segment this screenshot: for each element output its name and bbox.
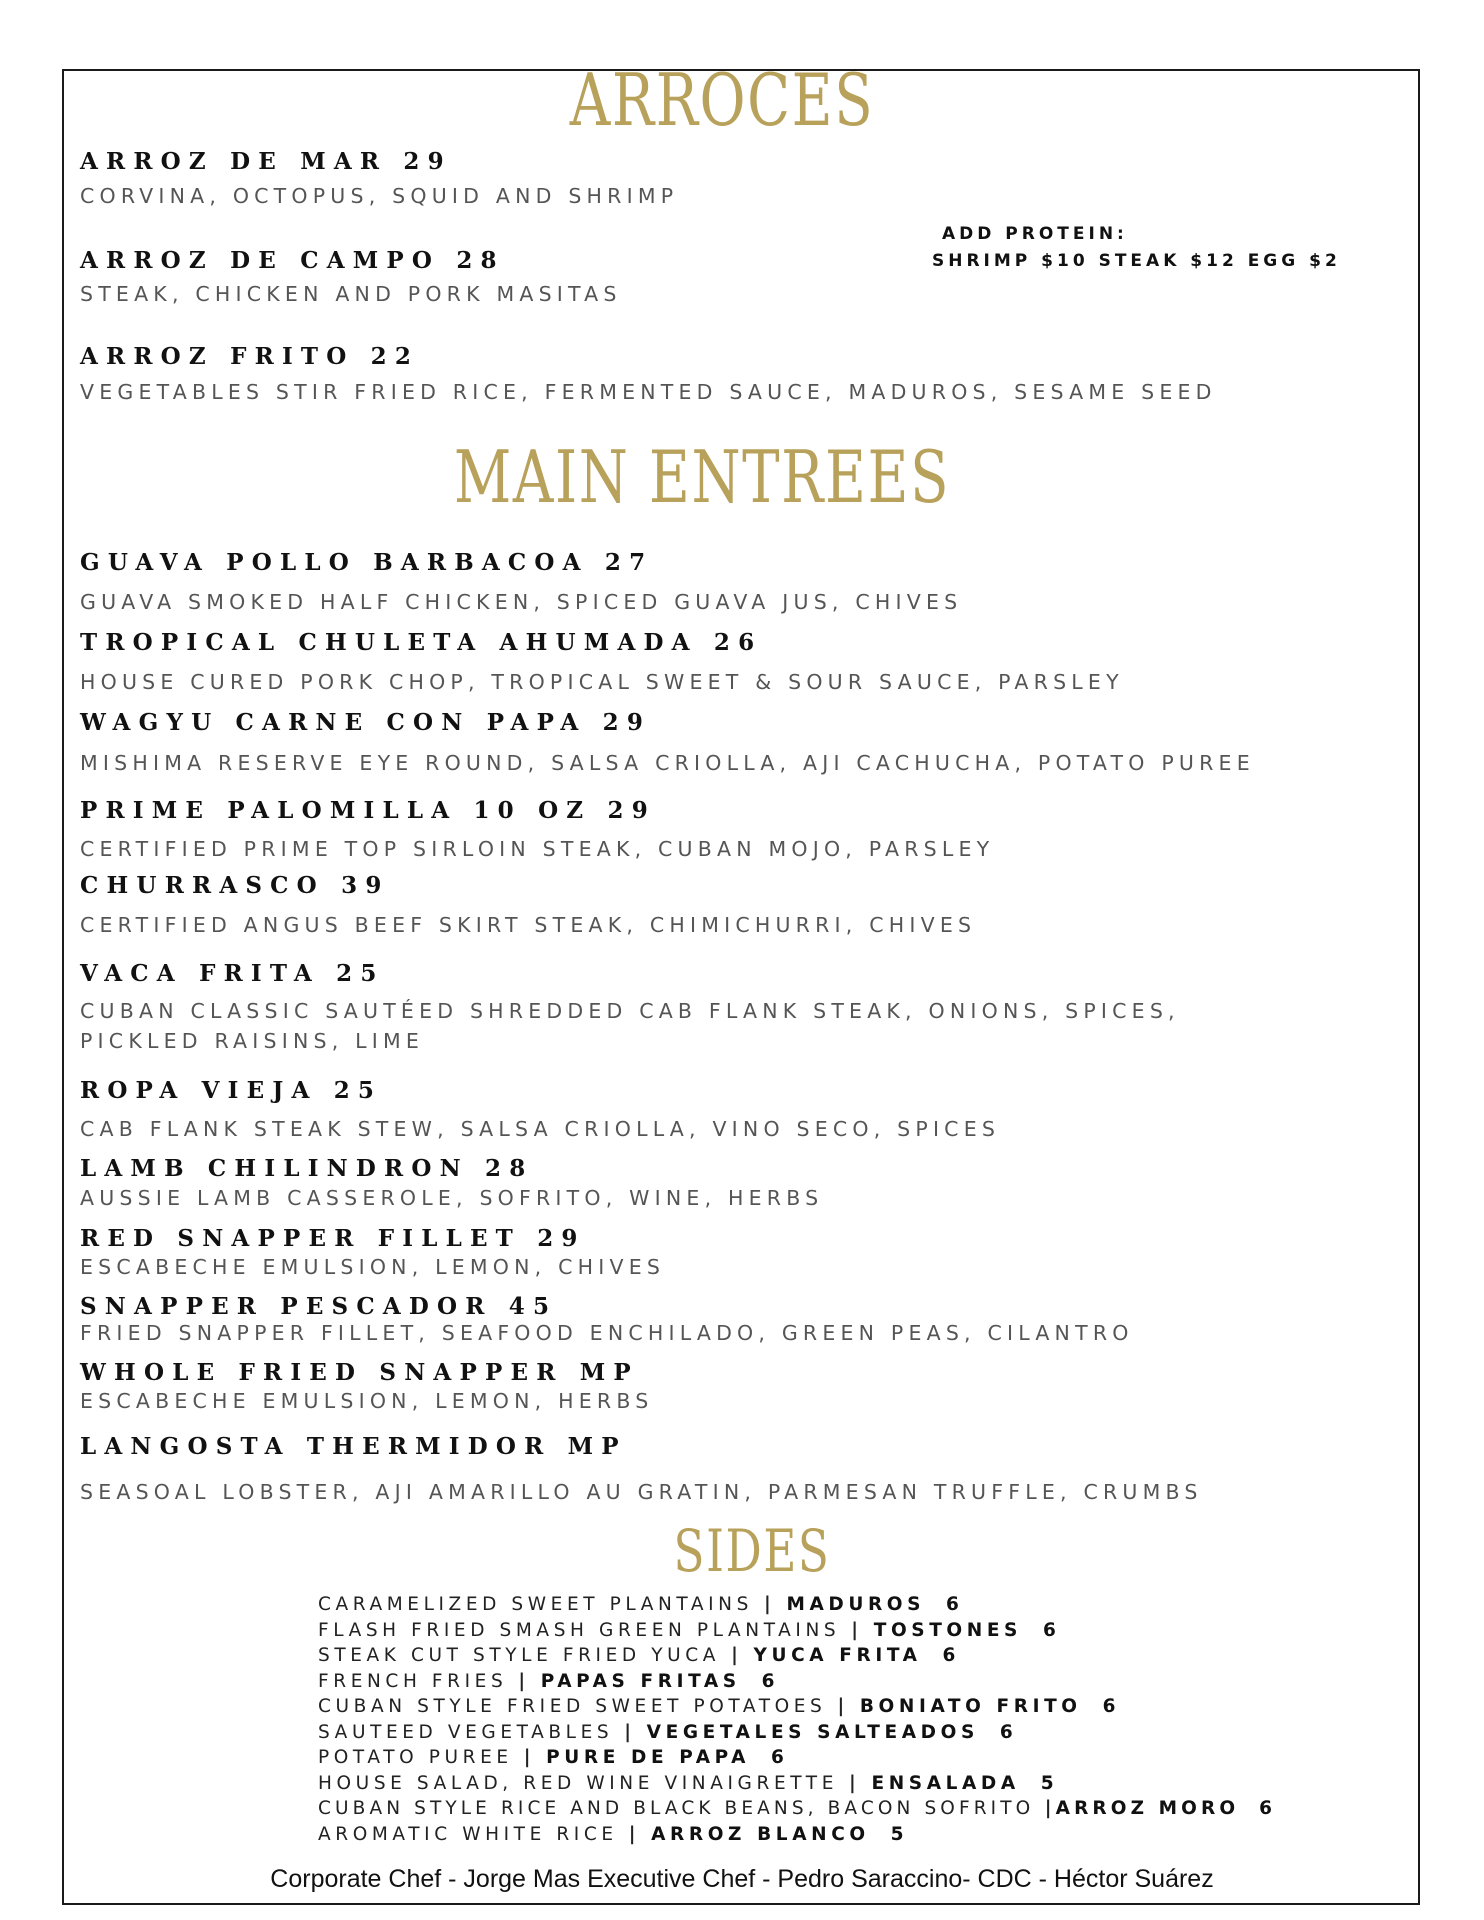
side-item [318, 1771, 1418, 1797]
side-item-spanish-name: PAPAS FRITAS [540, 1670, 741, 1692]
side-item-price: 6 [1042, 1619, 1061, 1641]
side-item-separator: | [752, 1594, 787, 1615]
entree-item-desc: CERTIFIED ANGUS BEEF SKIRT STEAK, CHIMICHURRI, CHIVES [80, 913, 977, 937]
side-item-price: 5 [890, 1823, 909, 1845]
entree-item-desc: MISHIMA RESERVE EYE ROUND, SALSA CRIOLLA, AJI CACHUCHA, POTATO PUREE [80, 751, 1255, 775]
sides-list [318, 1592, 1418, 1847]
side-item [318, 1694, 1418, 1720]
arroces-section-title: ARROCES [569, 58, 875, 142]
arroces-item-name: ARROZ FRITO 22 [80, 343, 420, 370]
side-item-spanish-name: MADUROS [786, 1594, 926, 1615]
side-item [318, 1592, 1418, 1618]
entree-item-desc: GUAVA SMOKED HALF CHICKEN, SPICED GUAVA JUS, CHIVES [80, 590, 963, 614]
side-item-separator: | [838, 1772, 872, 1794]
side-item-separator: | [826, 1696, 860, 1717]
entree-item-desc: AUSSIE LAMB CASSEROLE, SOFRITO, WINE, HERBS [80, 1186, 824, 1210]
arroces-item-desc: STEAK, CHICKEN AND PORK MASITAS [80, 282, 622, 306]
arroces-item-name: ARROZ DE MAR 29 [80, 148, 452, 175]
entree-item-desc: CUBAN CLASSIC SAUTÉED SHREDDED CAB FLANK STEAK, ONIONS, SPICES, PICKLED RAISINS, LIME [80, 999, 1180, 1053]
entree-item-name: LANGOSTA THERMIDOR MP [80, 1433, 627, 1460]
entree-item-desc: ESCABECHE EMULSION, LEMON, HERBS [80, 1389, 654, 1413]
entree-item-name: CHURRASCO 39 [80, 872, 390, 899]
side-item [318, 1643, 1418, 1669]
side-item-separator: | [507, 1670, 541, 1692]
side-item-spanish-name: VEGETALES SALTEADOS [646, 1721, 979, 1743]
side-item-separator: | [613, 1721, 647, 1743]
entree-item-desc: ESCABECHE EMULSION, LEMON, CHIVES [80, 1255, 666, 1279]
side-item-desc: CUBAN STYLE FRIED SWEET POTATOES [318, 1696, 827, 1717]
add-protein-options: SHRIMP $10 STEAK $12 EGG $2 [932, 251, 1341, 271]
side-item-price: 6 [946, 1594, 964, 1615]
entree-item-desc: SEASOAL LOBSTER, AJI AMARILLO AU GRATIN, PARMESAN TRUFFLE, CRUMBS [80, 1480, 1203, 1504]
entree-item-name: GUAVA POLLO BARBACOA 27 [80, 549, 654, 576]
side-item [318, 1745, 1418, 1771]
entree-item-name: LAMB CHILINDRON 28 [80, 1155, 534, 1182]
entree-item-desc: HOUSE CURED PORK CHOP, TROPICAL SWEET & SOUR SAUCE, PARSLEY [80, 670, 1124, 694]
side-item-desc: FLASH FRIED SMASH GREEN PLANTAINS [318, 1619, 841, 1641]
add-protein-title: ADD PROTEIN: [942, 224, 1128, 244]
side-item-price: 6 [1259, 1798, 1277, 1819]
side-item-price: 6 [771, 1747, 789, 1768]
entree-item-name: TROPICAL CHULETA AHUMADA 26 [80, 629, 763, 656]
entree-item-name: VACA FRITA 25 [80, 960, 385, 987]
arroces-item-desc: CORVINA, OCTOPUS, SQUID AND SHRIMP [80, 184, 679, 208]
main-entrees-section-title: MAIN ENTREES [453, 435, 951, 519]
side-item [318, 1669, 1418, 1695]
side-item-separator: | [1034, 1798, 1056, 1819]
entree-item-name: WAGYU CARNE CON PAPA 29 [80, 709, 652, 736]
side-item-desc: AROMATIC WHITE RICE [318, 1823, 618, 1845]
side-item-separator: | [840, 1619, 874, 1641]
side-item-separator: | [617, 1823, 652, 1845]
side-item-spanish-name: ENSALADA [871, 1772, 1020, 1794]
side-item [318, 1822, 1418, 1848]
entree-item-desc: CAB FLANK STEAK STEW, SALSA CRIOLLA, VINO SECO, SPICES [80, 1117, 1001, 1141]
chef-credits: Corporate Chef - Jorge Mas Executive Chef - Pedro Saraccino- CDC - Héctor Suárez [270, 1865, 1214, 1893]
side-item-desc: STEAK CUT STYLE FRIED YUCA [318, 1645, 721, 1666]
side-item-desc: CUBAN STYLE RICE AND BLACK BEANS, BACON SOFRITO [318, 1798, 1035, 1819]
side-item-price: 6 [999, 1721, 1018, 1743]
side-item-separator: | [512, 1747, 547, 1768]
side-item-spanish-name: TOSTONES [873, 1619, 1022, 1641]
side-item-desc: POTATO PUREE [318, 1747, 513, 1768]
side-item [318, 1720, 1418, 1746]
side-item-price: 5 [1040, 1772, 1059, 1794]
side-item-desc: SAUTEED VEGETABLES [318, 1721, 614, 1743]
side-item-spanish-name: YUCA FRITA [753, 1645, 922, 1666]
side-item-price: 6 [761, 1670, 780, 1692]
arroces-item-desc: VEGETABLES STIR FRIED RICE, FERMENTED SAUCE, MADUROS, SESAME SEED [80, 380, 1217, 404]
side-item-spanish-name: ARROZ MORO [1055, 1798, 1240, 1819]
entree-item-name: SNAPPER PESCADOR 45 [80, 1293, 558, 1320]
entree-item-desc: CERTIFIED PRIME TOP SIRLOIN STEAK, CUBAN MOJO, PARSLEY [80, 837, 995, 861]
side-item-spanish-name: PURE DE PAPA [546, 1747, 751, 1768]
entree-item-name: ROPA VIEJA 25 [80, 1077, 383, 1104]
entree-item-desc: FRIED SNAPPER FILLET, SEAFOOD ENCHILADO, GREEN PEAS, CILANTRO [80, 1321, 1134, 1345]
side-item-separator: | [720, 1645, 754, 1666]
side-item [318, 1618, 1418, 1644]
side-item-desc: HOUSE SALAD, RED WINE VINAIGRETTE [318, 1772, 838, 1794]
side-item-desc: FRENCH FRIES [318, 1670, 508, 1692]
entree-item-name: RED SNAPPER FILLET 29 [80, 1225, 586, 1252]
arroces-item-name: ARROZ DE CAMPO 28 [80, 247, 505, 274]
entree-item-name: PRIME PALOMILLA 10 OZ 29 [80, 797, 656, 824]
side-item-spanish-name: BONIATO FRITO [859, 1696, 1082, 1717]
side-item-price: 6 [942, 1645, 960, 1666]
side-item [318, 1796, 1418, 1822]
side-item-spanish-name: ARROZ BLANCO [651, 1823, 870, 1845]
side-item-desc: CARAMELIZED SWEET PLANTAINS [318, 1594, 753, 1615]
sides-section-title: SIDES [673, 1517, 831, 1585]
entree-item-name: WHOLE FRIED SNAPPER MP [80, 1359, 639, 1386]
side-item-price: 6 [1102, 1696, 1121, 1717]
